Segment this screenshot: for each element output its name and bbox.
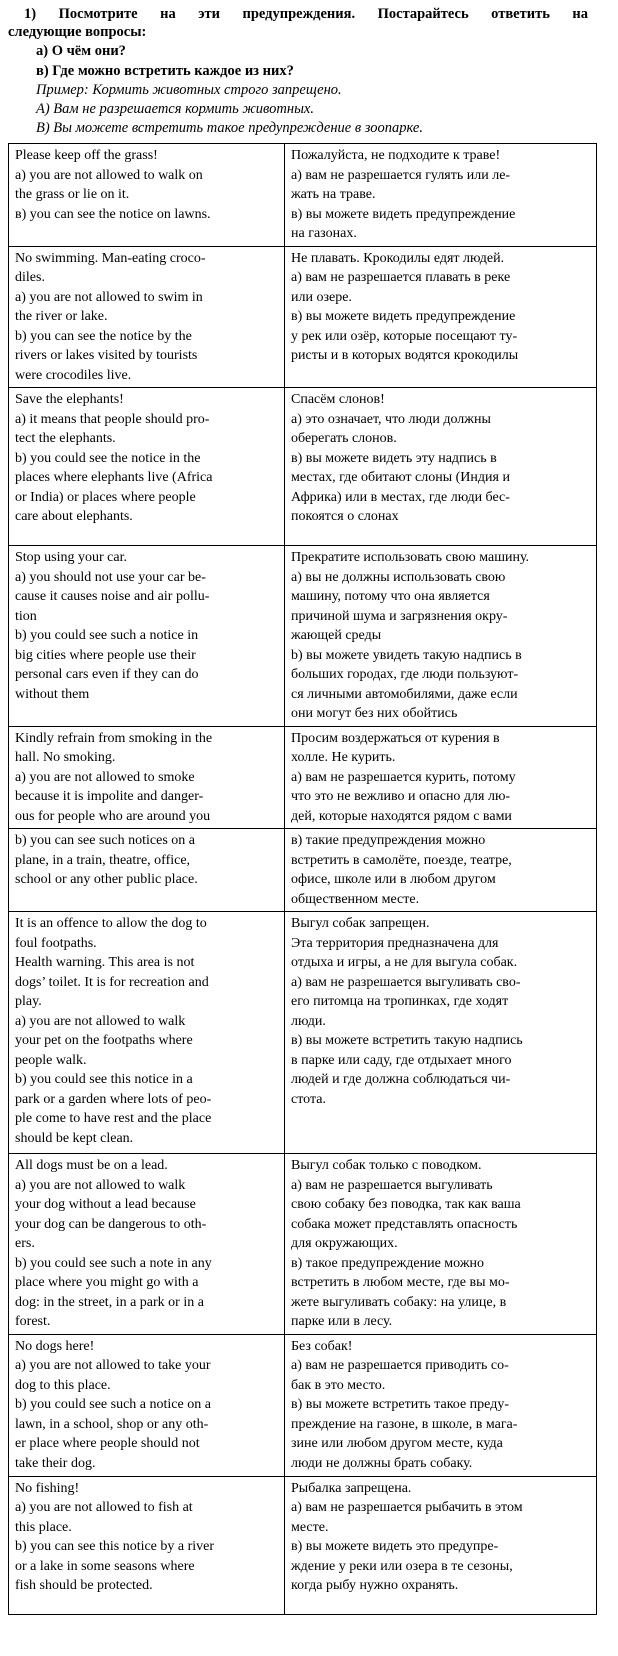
text-line: местах, где обитают слоны (Индия и	[291, 470, 510, 485]
text-line: Не плавать. Крокодилы едят людей.	[291, 250, 505, 266]
text-line: forest.	[15, 1314, 51, 1329]
russian-cell	[285, 1154, 597, 1335]
text-line: er place where people should not	[15, 1436, 200, 1451]
task-title-line-1: 1) Посмотрите на эти предупреждения. Постарайтесь ответить на	[24, 6, 588, 22]
text-line: причиной шума и загрязнения окру-	[291, 608, 508, 624]
example-answer-b: В) Вы можете встретить такое предупреждение в зоопарке.	[36, 120, 423, 136]
text-line: It is an offence to allow the dog to	[15, 916, 207, 931]
text-line: встретить в самолёте, поезде, театре,	[291, 852, 512, 868]
text-line: когда рыбу нужно охранять.	[291, 1578, 459, 1593]
text-line: в) такое предупреждение можно	[291, 1255, 484, 1271]
text-line: парке или в лесу.	[291, 1314, 393, 1329]
text-line: в) вы можете встретить такое преду-	[291, 1397, 509, 1412]
english-cell	[9, 144, 285, 247]
text-line: машину, потому что она является	[291, 589, 490, 604]
text-line: Рыбалка запрещена.	[291, 1480, 412, 1496]
text-line: were crocodiles live.	[15, 367, 132, 383]
text-line: оберегать слонов.	[291, 431, 397, 446]
text-line: у рек или озёр, которые посещают ту-	[291, 328, 518, 344]
text-line: hall. No smoking.	[15, 750, 116, 765]
text-line: No swimming. Man-eating croco-	[15, 250, 206, 266]
text-line: а) you are not allowed to walk on	[15, 167, 203, 183]
text-line: a) you are not allowed to smoke	[15, 769, 195, 785]
text-line: school or any other public place.	[15, 872, 198, 887]
text-line: No dogs here!	[15, 1338, 95, 1354]
example-line: Пример: Кормить животных строго запрещено.	[36, 82, 342, 98]
text-line: в) такие предупреждения можно	[291, 833, 486, 848]
text-line: ристы и в которых водятся крокодилы	[291, 348, 519, 363]
russian-cell	[285, 388, 597, 546]
text-line: fish should be protected.	[15, 1578, 153, 1593]
text-line: this place.	[15, 1519, 72, 1535]
text-line: Спасём слонов!	[291, 392, 385, 407]
text-line: жающей среды	[291, 628, 382, 643]
text-line: ous for people who are around you	[15, 808, 211, 824]
text-line: а) вам не разрешается рыбачить в этом	[291, 1500, 523, 1515]
english-cell	[9, 546, 285, 727]
text-line: в) вы можете видеть это предупре-	[291, 1539, 499, 1554]
text-line: a) you are not allowed to walk	[15, 1013, 186, 1029]
text-line: your dog can be dangerous to oth-	[15, 1216, 207, 1232]
text-line: Эта территория предназначена для	[291, 935, 499, 951]
text-line: people walk.	[15, 1052, 87, 1068]
text-line: b) вы можете увидеть такую надпись в	[291, 647, 522, 663]
text-line: а) вам не разрешается приводить со-	[291, 1358, 509, 1373]
text-line: преждение на газоне, в школе, в мага-	[291, 1416, 518, 1432]
text-line: b) you can see such notices on a	[15, 833, 195, 848]
table-row	[9, 726, 597, 829]
english-cell	[9, 829, 285, 912]
text-line: b) you can see this notice by a river	[15, 1539, 215, 1554]
text-line: b) you could see such a note in any	[15, 1255, 212, 1271]
text-line: dog to this place.	[15, 1377, 111, 1393]
russian-cell	[285, 1334, 597, 1476]
russian-cell	[285, 912, 597, 1154]
english-cell	[9, 1154, 285, 1335]
text-line: play.	[15, 994, 42, 1009]
question-a: а) О чём они?	[36, 43, 126, 59]
russian-cell	[285, 246, 597, 388]
text-line: the grass or lie on it.	[15, 187, 130, 202]
text-line: холле. Не курить.	[291, 750, 396, 765]
text-line: ple come to have rest and the place	[15, 1111, 212, 1126]
text-line: a) you are not allowed to take your	[15, 1358, 211, 1373]
text-line: a) you are not allowed to walk	[15, 1177, 186, 1193]
text-line: place where you might go with a	[15, 1275, 199, 1290]
text-line: Африка) или в местах, где люди бес-	[291, 489, 510, 505]
notices-table	[8, 143, 597, 1615]
text-line: take their dog.	[15, 1455, 96, 1471]
text-line: в) you can see the notice on lawns.	[15, 206, 211, 222]
text-line: diles.	[15, 270, 45, 285]
text-line: собака может представлять опасность	[291, 1216, 518, 1232]
text-line: в) вы можете видеть предупреждение	[291, 309, 516, 324]
text-line: а) вам не разрешается плавать в реке	[291, 270, 511, 285]
table-row	[9, 1154, 597, 1335]
text-line: cause it causes noise and air pollu-	[15, 589, 210, 604]
table-row	[9, 829, 597, 912]
text-line: big cities where people use their	[15, 647, 196, 663]
text-line: свою собаку без поводка, так как ваша	[291, 1197, 521, 1212]
text-line: a) you are not allowed to swim in	[15, 289, 203, 305]
text-line: the river or lake.	[15, 309, 108, 324]
text-line: в) вы можете видеть эту надпись в	[291, 450, 497, 466]
text-line: No fishing!	[15, 1480, 80, 1496]
text-line: should be kept clean.	[15, 1130, 134, 1146]
text-line: without them	[15, 686, 90, 702]
text-line: foul footpaths.	[15, 935, 97, 951]
text-line: dogs’ toilet. It is for recreation and	[15, 974, 209, 990]
english-cell	[9, 1334, 285, 1476]
text-line: Stop using your car.	[15, 550, 127, 565]
english-cell	[9, 1476, 285, 1614]
text-line: дей, которые находятся рядом с вами	[291, 808, 512, 824]
text-line: plane, in a train, theatre, office,	[15, 852, 191, 868]
example-answer-a: А) Вам не разрешается кормить животных.	[36, 101, 314, 117]
text-line: Пожалуйста, не подходите к траве!	[291, 148, 501, 163]
text-line: а) вам не разрешается курить, потому	[291, 769, 516, 785]
text-line: ers.	[15, 1236, 35, 1251]
text-line: Просим воздержаться от курения в	[291, 730, 500, 746]
text-line: Прекратите использовать свою машину.	[291, 550, 530, 565]
text-line: месте.	[291, 1519, 329, 1535]
text-line: Выгул собак только с поводком.	[291, 1158, 482, 1173]
text-line: dog: in the street, in a park or in a	[15, 1294, 204, 1310]
text-line: Please keep off the grass!	[15, 148, 158, 163]
text-line: b) you can see the notice by the	[15, 328, 192, 344]
russian-cell	[285, 144, 597, 247]
text-line: personal cars even if they can do	[15, 667, 199, 682]
text-line: or a lake in some seasons where	[15, 1558, 195, 1574]
text-line: для окружающих.	[291, 1236, 398, 1251]
text-line: стота.	[291, 1091, 326, 1107]
text-line: встретить в любом месте, где вы мо-	[291, 1275, 510, 1290]
text-line: общественном месте.	[291, 891, 420, 907]
text-line: а) вы не должны использовать свою	[291, 569, 506, 585]
text-line: покоятся о слонах	[291, 509, 399, 524]
text-line: отдыха и игры, а не для выгула собак.	[291, 955, 518, 970]
text-line: бак в это место.	[291, 1377, 386, 1393]
text-line: your pet on the footpaths where	[15, 1033, 193, 1048]
table-row	[9, 246, 597, 388]
text-line: lawn, in a school, shop or any oth-	[15, 1416, 209, 1432]
text-line: All dogs must be on a lead.	[15, 1158, 168, 1173]
text-line: or India) or places where people	[15, 489, 196, 505]
task-title-line-2: следующие вопросы:	[8, 24, 147, 40]
table-row	[9, 1476, 597, 1614]
text-line: tect the elephants.	[15, 431, 116, 446]
text-line: Health warning. This area is not	[15, 955, 195, 970]
english-cell	[9, 726, 285, 829]
text-line: Выгул собак запрещен.	[291, 916, 430, 931]
text-line: a) it means that people should pro-	[15, 411, 210, 427]
text-line: Kindly refrain from smoking in the	[15, 730, 213, 746]
text-line: жать на траве.	[291, 187, 376, 202]
text-line: а) вам не разрешается гулять или ле-	[291, 167, 511, 183]
table-row	[9, 1334, 597, 1476]
text-line: your dog without a lead because	[15, 1197, 196, 1212]
text-line: а) это означает, что люди должны	[291, 411, 491, 427]
text-line: park or a garden where lots of peo-	[15, 1091, 212, 1107]
table-row	[9, 144, 597, 247]
english-cell	[9, 246, 285, 388]
english-cell	[9, 912, 285, 1154]
russian-cell	[285, 1476, 597, 1614]
text-line: tion	[15, 608, 37, 624]
text-line: а) вам не разрешается выгуливать	[291, 1177, 493, 1193]
text-line: в парке или саду, где отдыхает много	[291, 1052, 512, 1068]
text-line: b) you could see such a notice in	[15, 628, 199, 643]
text-line: ся личными автомобилями, даже если	[291, 686, 518, 702]
text-line: больших городах, где люди пользуют-	[291, 667, 519, 682]
text-line: b) you could see this notice in a	[15, 1072, 193, 1087]
text-line: rivers or lakes visited by tourists	[15, 348, 198, 363]
text-line: зине или любом другом месте, куда	[291, 1436, 503, 1451]
text-line: что это не вежливо и опасно для лю-	[291, 789, 511, 804]
text-line: его питомца на тропинках, где ходят	[291, 994, 509, 1009]
text-line: люди.	[291, 1013, 326, 1029]
text-line: b) you could see the notice in the	[15, 450, 201, 466]
text-line: жете выгуливать собаку: на улице, в	[291, 1294, 507, 1310]
russian-cell	[285, 829, 597, 912]
text-line: places where elephants live (Africa	[15, 470, 213, 485]
text-line: офисе, школе или в любом другом	[291, 872, 496, 887]
text-line: или озере.	[291, 289, 352, 305]
english-cell	[9, 388, 285, 546]
text-line: care about elephants.	[15, 509, 133, 524]
russian-cell	[285, 726, 597, 829]
text-line: Save the elephants!	[15, 392, 124, 407]
text-line: в) вы можете видеть предупреждение	[291, 206, 516, 222]
text-line: на газонах.	[291, 226, 357, 241]
text-line: ждение у реки или озера в те сезоны,	[291, 1558, 513, 1574]
table-row	[9, 546, 597, 727]
text-line: a) you are not allowed to fish at	[15, 1500, 193, 1515]
table-row	[9, 388, 597, 546]
text-line: они могут без них обойтись	[291, 706, 458, 721]
question-b: в) Где можно встретить каждое из них?	[36, 63, 294, 79]
text-line: a) you should not use your car be-	[15, 569, 206, 585]
text-line: людей и где должна соблюдаться чи-	[291, 1072, 511, 1087]
text-line: в) вы можете встретить такую надпись	[291, 1033, 523, 1048]
text-line: люди не должны брать собаку.	[291, 1455, 473, 1471]
table-row	[9, 912, 597, 1154]
text-line: b) you could see such a notice on a	[15, 1397, 211, 1412]
text-line: Без собак!	[291, 1338, 353, 1354]
russian-cell	[285, 546, 597, 727]
text-line: because it is impolite and danger-	[15, 789, 204, 804]
text-line: а) вам не разрешается выгуливать сво-	[291, 974, 521, 990]
